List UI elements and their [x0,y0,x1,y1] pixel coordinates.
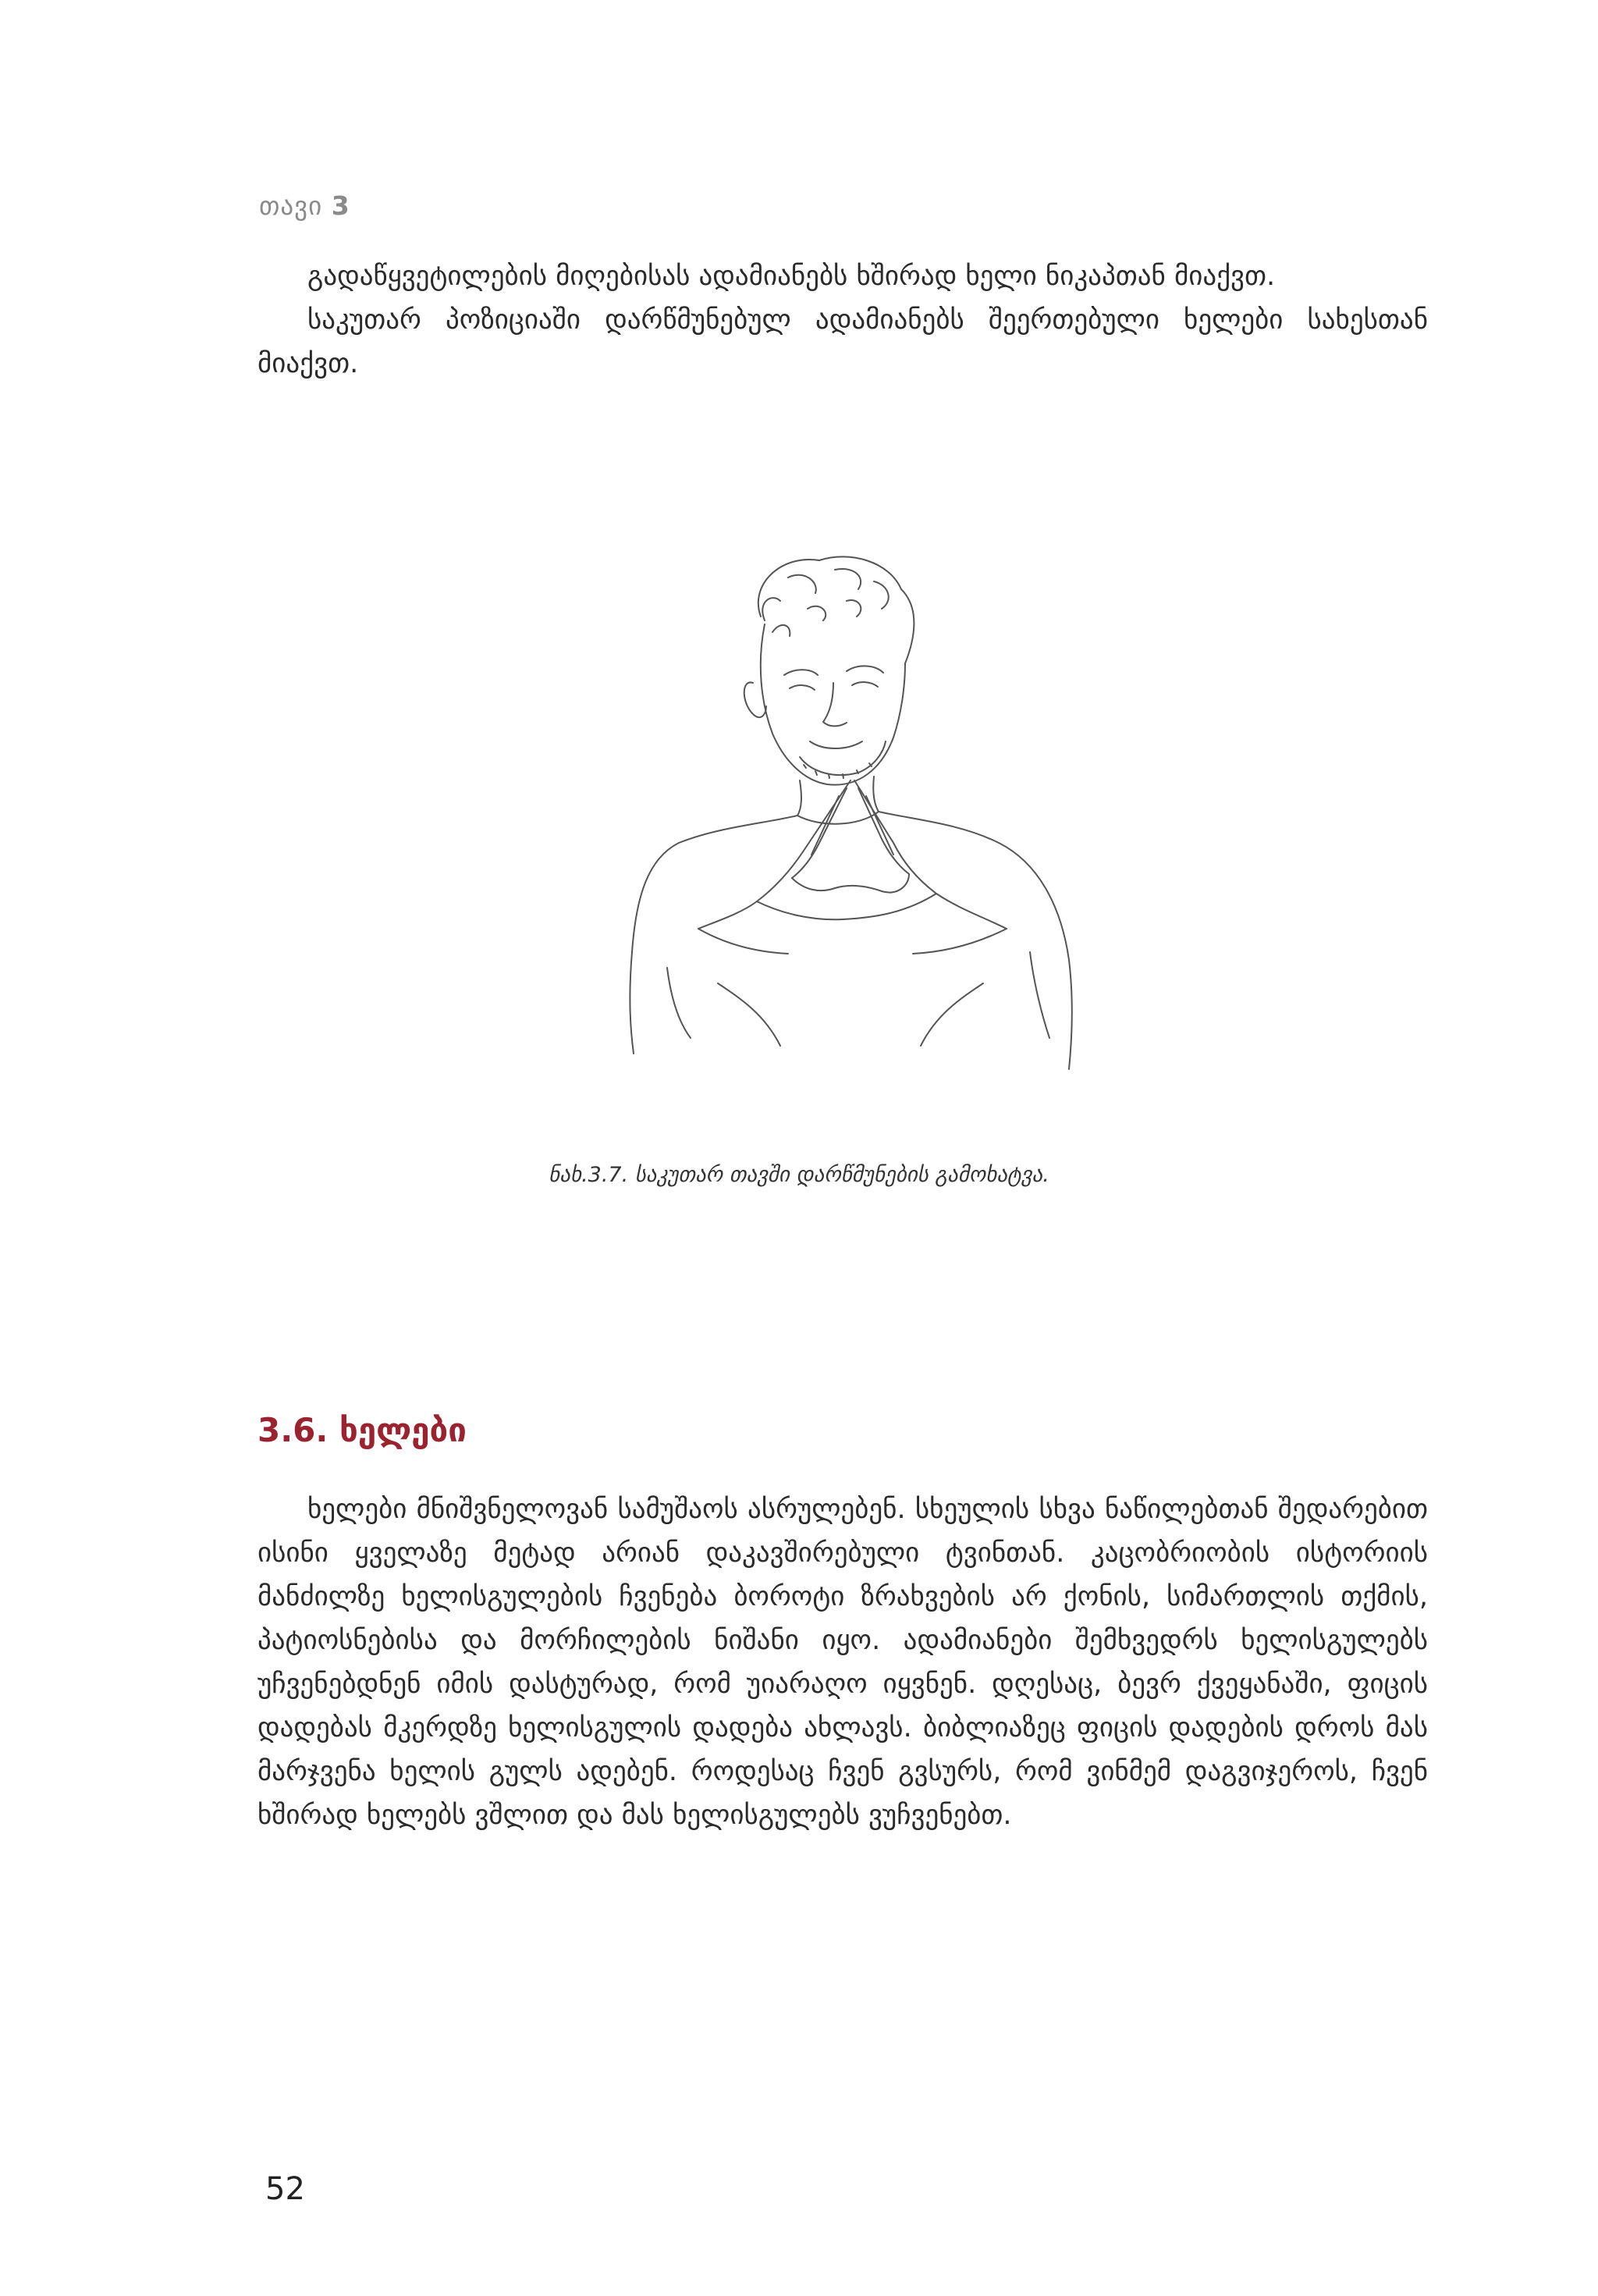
intro-paragraph: გადაწყვეტილების მიღებისას ადამიანებს ხშირად ხელი ნიკაპთან მიაქვთ. [307,261,1276,292]
page-number: 52 [265,2171,305,2207]
section-paragraph: ხელები მნიშვნელოვან სამუშაოს ასრულებენ. სხეულის სხვა ნაწილებთან შედარებით ისინი ყველაზე მეტად არიან დაკავშირებული ტვინთან. კაცობრიობის ისტორიის მანძილზე ხელისგულების ჩვენება ბოროტი ზრახვების არ ქონის, სიმართლის თქმის, პატიოსნებისა და მორჩილების ნიშანი იყო. ადამიანები შემხვედრს ხელისგულებს უჩვენებდნენ იმის დასტურად, რომ უიარაღო იყვნენ. დღესაც, ბევრ ქვეყანაში, ფიცის დადებას მკერდზე ხელისგულის დადება ახლავს. ბიბლიაზეც ფიცის დადების დროს მას მარჯვენა ხელის გულს ადებენ. როდესაც ჩვენ გვსურს, რომ ვინმემ დაგვიჯეროს, ჩვენ ხშირად ხელებს ვშლით და მას ხელისგულებს ვუჩვენებთ. [257,1494,1428,1831]
intro-paragraph: საკუთარ პოზიციაში დარწმუნებულ ადამიანებს შეერთებული ხელები სახესთან მიაქვთ. [257,304,1428,379]
intro-text [257,254,1428,386]
figure-illustration [624,546,1077,1077]
running-head [259,190,350,221]
running-head-label: თავი [259,190,323,221]
man-with-steepled-hands-illustration [624,546,1077,1077]
running-head-chapter-number: 3 [331,190,350,221]
section-heading: 3.6. ხელები [257,1411,467,1449]
section-body-text [257,1487,1428,1837]
figure-caption: ნახ.3.7. საკუთარ თავში დარწმუნების გამოხატვა. [549,1163,1049,1187]
